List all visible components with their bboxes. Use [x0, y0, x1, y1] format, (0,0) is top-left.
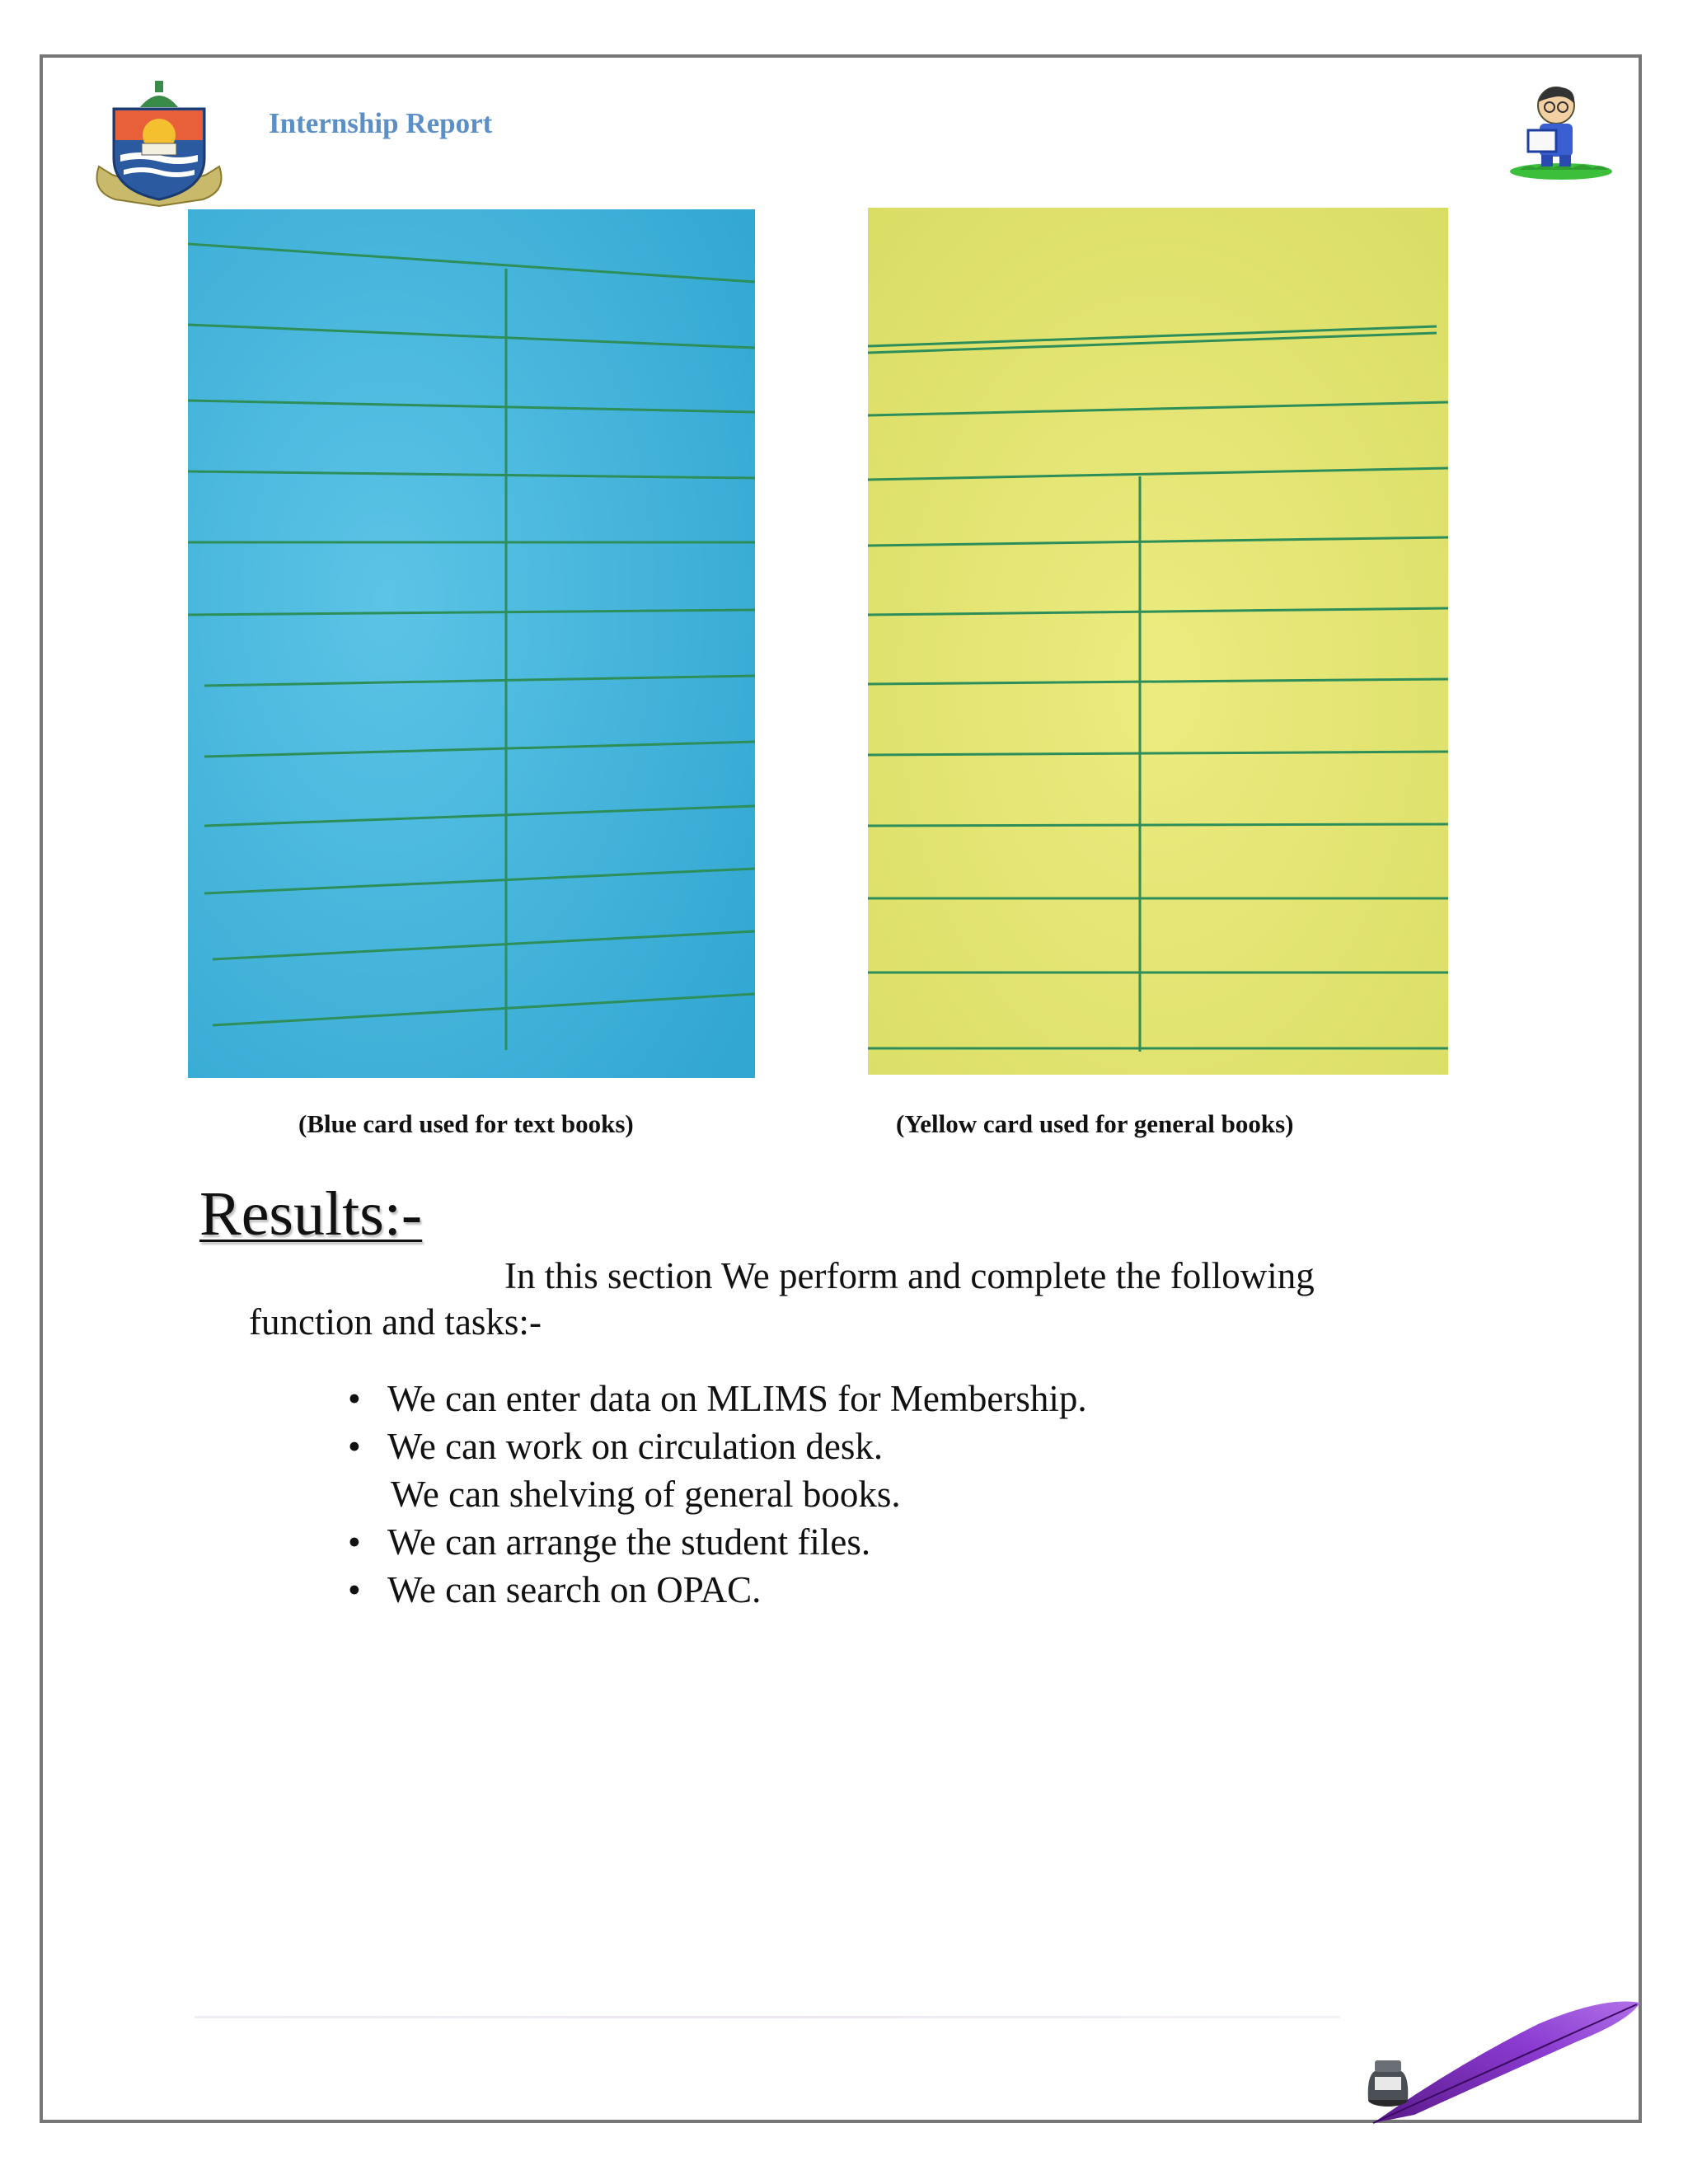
results-intro-line2: function and tasks:- — [249, 1301, 542, 1343]
list-item: • We can arrange the student files. — [348, 1521, 871, 1563]
blue-card-caption: (Blue card used for text books) — [298, 1109, 634, 1138]
results-heading: Results:- — [199, 1179, 423, 1249]
list-item: We can shelving of general books. — [391, 1474, 901, 1515]
results-intro-line1: In this section We perform and complete the following — [504, 1255, 1315, 1296]
quill-and-inkwell-icon — [1357, 1991, 1645, 2130]
blue-card-image — [188, 209, 755, 1078]
list-item: • We can enter data on MLIMS for Membership. — [348, 1378, 1087, 1419]
list-item: • We can work on circulation desk. — [348, 1426, 884, 1467]
university-crest-icon — [82, 76, 236, 209]
yellow-card-caption: (Yellow card used for general books) — [896, 1109, 1294, 1138]
report-header-title: Internship Report — [269, 107, 493, 139]
footer-divider — [195, 2016, 1340, 2018]
yellow-card-image — [868, 208, 1448, 1075]
list-item: • We can search on OPAC. — [348, 1569, 762, 1610]
reading-boy-icon — [1503, 82, 1615, 181]
results-intro — [249, 1253, 1485, 1345]
results-task-list — [346, 1375, 1500, 1614]
